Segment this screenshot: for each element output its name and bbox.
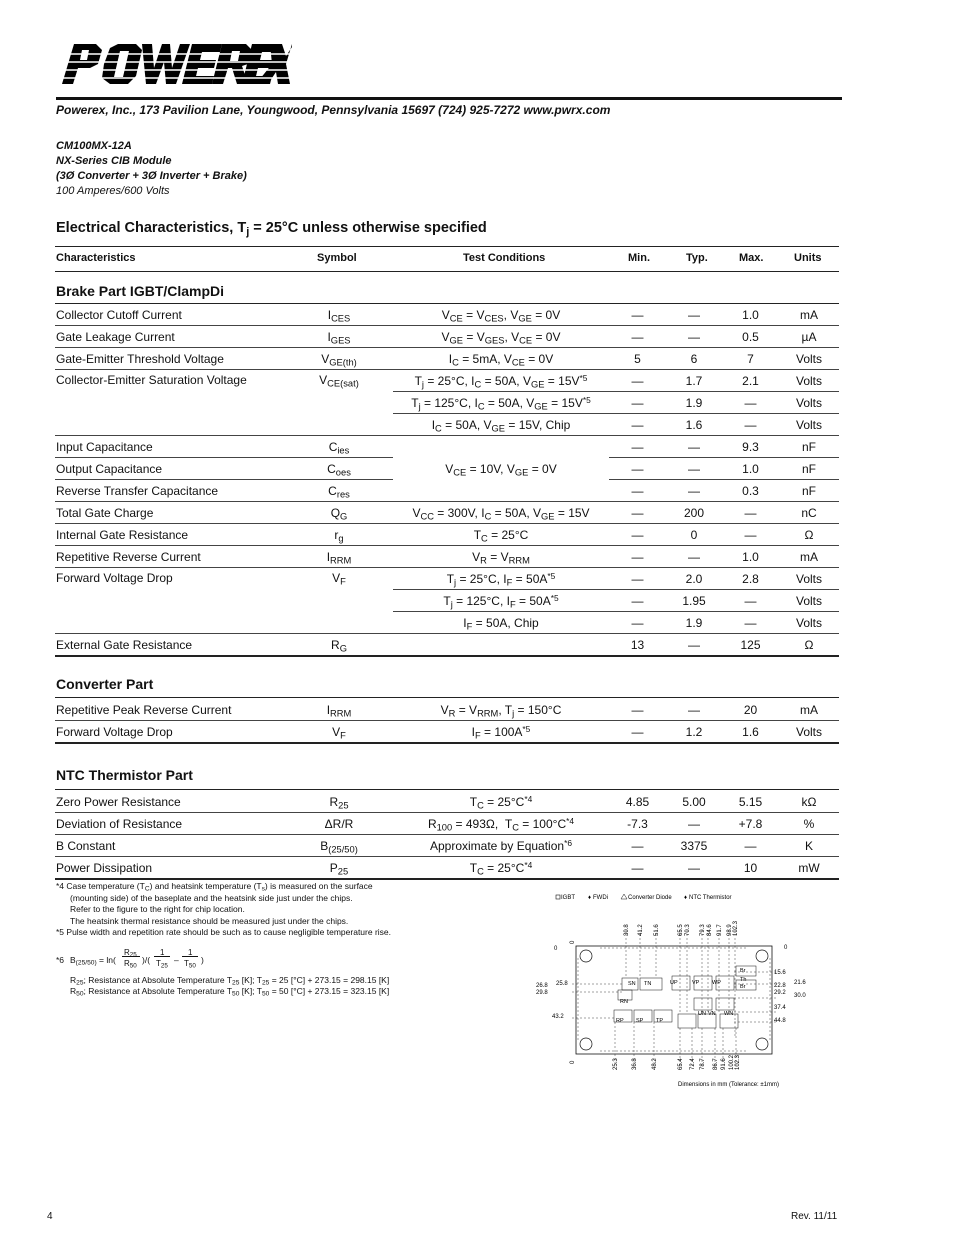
top-dimensions [570, 920, 739, 944]
col-symbol: Symbol [317, 252, 357, 264]
svg-text:SP: SP [636, 1018, 644, 1024]
table-row: $I_F = 50A$, Chip — 1.9 — Volts [55, 612, 839, 634]
brake-part-title: Brake Part IGBT/ClampDi [56, 283, 225, 299]
col-typ: Typ. [686, 252, 708, 264]
svg-text:0: 0 [570, 940, 576, 944]
ntc-part-title: NTC Thermistor Part [56, 767, 193, 783]
svg-text:36.8: 36.8 [632, 1058, 638, 1070]
svg-text:IGBT: IGBT [561, 895, 576, 901]
svg-text:41.2: 41.2 [638, 924, 644, 936]
svg-text:72.4: 72.4 [690, 1058, 696, 1070]
chip-location-diagram [530, 888, 830, 1093]
svg-text:Br: Br [740, 984, 746, 990]
svg-text:RN: RN [620, 999, 628, 1005]
table-row: $T_j = 125^\circ C$, $I_C = 50A$, $V_{GE} = 15V^{*5}$ — 1.9 — Volts [55, 392, 839, 414]
col-characteristics: Characteristics [56, 252, 136, 264]
table-row: Forward Voltage Drop $V_F$ $I_F = 100A^{*5}$ — 1.2 1.6 Volts [55, 721, 839, 744]
table-row: External Gate Resistance $R_G$ 13 — 125 Ω [55, 634, 839, 657]
svg-text:RP: RP [616, 1018, 624, 1024]
table-row: Internal Gate Resistance $r_g$ $T_C = 25^\circ C$ — 0 — Ω [55, 524, 839, 546]
svg-text:VN: VN [708, 1011, 716, 1017]
svg-text:98.9: 98.9 [727, 924, 733, 936]
table-row: Total Gate Charge $Q_G$ $V_{CC} = 300V$, $I_C = 50A$, $V_{GE} = 15V$ — 200 — nC [55, 502, 839, 524]
svg-text:0: 0 [784, 945, 788, 951]
svg-text:0: 0 [554, 946, 558, 952]
table-row: Collector Cutoff Current $I_{CES}$ $V_{CE} = V_{CES}$, $V_{GE} = 0V$ — — 1.0 mA [55, 304, 839, 326]
svg-text:30.8: 30.8 [624, 924, 630, 936]
svg-text:91.7: 91.7 [717, 924, 723, 936]
svg-text:TP: TP [656, 1018, 664, 1024]
diagram-legend [556, 894, 732, 901]
svg-text:21.6: 21.6 [794, 980, 806, 986]
col-test-conditions: Test Conditions [463, 252, 546, 264]
note-5: *5 Pulse width and repetition rate should be such as to cause negligible temperature rise. [56, 927, 392, 937]
table-row: $T_j = 125^\circ C$, $I_F = 50A^{*5}$ — 1.95 — Volts [55, 590, 839, 612]
right-dimensions [774, 945, 806, 1024]
svg-text:♦: ♦ [684, 895, 688, 901]
note-4-line2: (mounting side) of the baseplate and the heatsink side just under the chips. [70, 892, 353, 903]
table-row: Output Capacitance $C_{oes}$ — — 1.0 nF [55, 458, 839, 480]
revision: Rev. 11/11 [791, 1211, 838, 1222]
svg-text:48.2: 48.2 [652, 1058, 658, 1070]
svg-text:Th: Th [740, 977, 747, 983]
svg-text:NTC Thermistor: NTC Thermistor [689, 895, 732, 901]
svg-text:70.3: 70.3 [685, 924, 691, 936]
svg-text:65.5: 65.5 [678, 924, 684, 936]
svg-text:25.3: 25.3 [613, 1058, 619, 1070]
part-rating: 100 Amperes/600 Volts [56, 185, 170, 197]
table-row: Power Dissipation $P_{25}$ $T_C = 25^\circ C^{*4}$ — — 10 mW [55, 857, 839, 880]
table-row: Input Capacitance $C_{ies}$ $V_{CE} = 10V$, $V_{GE} = 0V$ — — 9.3 nF [55, 436, 839, 458]
part-number: CM100MX-12A [56, 140, 132, 152]
note-6-r50: $R_{50}$; Resistance at Absolute Temperature $T_{50}$ [K]; $T_{50} = 50$ [°C] + 273.15 = 323.15 [K] [70, 986, 390, 998]
powerex-logo [56, 40, 292, 86]
part-series: NX-Series CIB Module [56, 155, 172, 167]
svg-text:Br: Br [740, 968, 746, 974]
company-address: Powerex, Inc., 173 Pavilion Lane, Youngwood, Pennsylvania 15697 (724) 925-7272 www.pwrx.com [56, 103, 611, 117]
table-row: B Constant $B_{(25/50)}$ Approximate by Equation$^{*6}$ — 3375 — K [55, 835, 839, 857]
svg-text:WN: WN [724, 1011, 734, 1017]
table-row: Gate Leakage Current $I_{GES}$ $V_{GE} = V_{GES}$, $V_{CE} = 0V$ — — 0.5 µA [55, 326, 839, 348]
converter-part-title: Converter Part [56, 676, 154, 692]
note-4: *4 Case temperature $(T_C)$ and heatsink temperature $(T_s)$ is measured on the surface [56, 881, 373, 893]
ntc-divider [55, 789, 839, 790]
svg-text:91.6: 91.6 [721, 1058, 727, 1070]
svg-text:SN: SN [628, 981, 636, 987]
col-min: Min. [628, 252, 650, 264]
svg-text:WP: WP [712, 980, 721, 986]
table-row: $I_C = 50A$, $V_{GE} = 15V$, Chip — 1.6 — Volts [431, 417, 822, 433]
svg-text:FWDi: FWDi [593, 895, 608, 901]
col-max: Max. [739, 252, 764, 264]
footnotes [56, 881, 436, 998]
left-dimensions [536, 946, 568, 1020]
svg-text:86.7: 86.7 [713, 1058, 719, 1070]
diagram-caption: Dimensions in mm (Tolerance: ±1mm) [678, 1082, 779, 1088]
svg-text:65.4: 65.4 [678, 1058, 684, 1070]
table-row: Repetitive Reverse Current $I_{RRM}$ $V_R = V_{RRM}$ — — 1.0 mA [55, 546, 839, 568]
note-6-r25: $R_{25}$; Resistance at Absolute Temperature $T_{25}$ [K]; $T_{25} = 25$ [°C] + 273.15 = 298.15 [K] [70, 974, 390, 987]
svg-text:0: 0 [570, 1060, 576, 1064]
col-units: Units [794, 252, 822, 264]
part-info [56, 139, 247, 199]
table-row: Forward Voltage Drop $V_F$ $T_j = 25^\circ C$, $I_F = 50A^{*5}$ — 2.0 2.8 Volts [55, 568, 839, 590]
svg-text:25.8: 25.8 [556, 981, 568, 987]
svg-text:44.8: 44.8 [774, 1018, 786, 1024]
svg-text:30.0: 30.0 [794, 993, 806, 999]
converter-table [55, 699, 839, 744]
converter-divider [55, 697, 839, 698]
svg-text:79.3: 79.3 [700, 924, 706, 936]
svg-text:100.2: 100.2 [729, 1054, 735, 1070]
svg-text:43.2: 43.2 [552, 1014, 564, 1020]
svg-text:51.6: 51.6 [654, 924, 660, 936]
svg-text:15.6: 15.6 [774, 970, 786, 976]
column-header [55, 246, 839, 272]
brake-table [55, 304, 839, 657]
svg-text:102.3: 102.3 [733, 920, 739, 936]
table-row: Collector-Emitter Saturation Voltage $V_{CE(sat)}$ $T_j = 25^\circ C$, $I_C = 50A$, $V_{GE} = 15V^{*5}$ — 1.7 2.1 Volts [55, 370, 839, 392]
svg-text:26.8: 26.8 [536, 983, 548, 989]
chip-labels [616, 968, 746, 1024]
svg-text:37.4: 37.4 [774, 1005, 786, 1011]
table-row: Gate-Emitter Threshold Voltage $V_{GE(th)}$ $I_C = 5mA$, $V_{CE} = 0V$ 5 6 7 Volts [55, 348, 839, 370]
part-config: (3Ø Converter + 3Ø Inverter + Brake) [56, 170, 247, 182]
svg-text:♦: ♦ [588, 895, 592, 901]
note-4-line3: Refer to the figure to the right for chip location. [70, 904, 245, 914]
svg-text:84.6: 84.6 [707, 924, 713, 936]
svg-text:78.7: 78.7 [700, 1058, 706, 1070]
table-row: Deviation of Resistance ΔR/R $R_{100} = 493\Omega$, $T_C = 100^\circ C^{*4}$ -7.3 — +7.8 % [55, 813, 839, 835]
svg-text:22.8: 22.8 [774, 983, 786, 989]
svg-text:Converter Diode: Converter Diode [628, 895, 672, 901]
page-number: 4 [47, 1211, 53, 1222]
svg-text:UN: UN [698, 1011, 706, 1017]
note-6-equation: *6 $B_{(25/50)} = \ln$( $R_{25}$ $R_{50}$ )/( 1 $T_{25}$ – 1 $T_{50}$ ) [56, 947, 204, 970]
note-4-line4: The heatsink thermal resistance should be measured just under the chips. [70, 915, 349, 926]
table-row: Repetitive Peak Reverse Current $I_{RRM}$ $V_R = V_{RRM}$, $T_j = 150^\circ C$ — — 20 mA [55, 699, 839, 721]
header-rule [56, 97, 842, 100]
svg-text:29.2: 29.2 [774, 990, 786, 996]
svg-text:UP: UP [670, 980, 678, 986]
svg-text:29.8: 29.8 [536, 990, 548, 996]
table-row: Zero Power Resistance $R_{25}$ $T_C = 25^\circ C^{*4}$ 4.85 5.00 5.15 kΩ [55, 791, 839, 813]
bottom-dimensions [570, 1054, 741, 1070]
svg-text:VP: VP [692, 980, 700, 986]
module-outline [576, 946, 772, 1054]
section-title: Electrical Characteristics, $T_j = 25^\circ C$ unless otherwise specified [56, 220, 487, 238]
svg-text:TN: TN [644, 981, 652, 987]
svg-text:102.3: 102.3 [735, 1054, 741, 1070]
table-row: Reverse Transfer Capacitance $C_{res}$ — — 0.3 nF [55, 480, 839, 502]
ntc-table [55, 791, 839, 880]
